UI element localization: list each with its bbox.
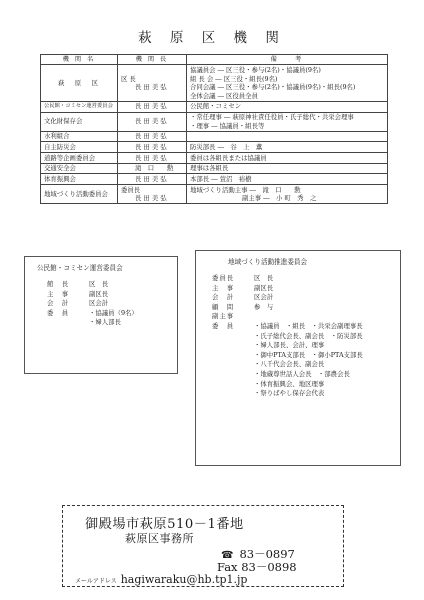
chiiki-committee-box — [195, 250, 401, 466]
page-title: 萩 原 区 機 関 — [138, 30, 286, 46]
phone-icon: ☎ — [221, 550, 234, 561]
row-value — [254, 312, 388, 322]
address-line: 御殿場市萩原510－1番地 — [85, 517, 244, 532]
row-key: 会 計 — [212, 293, 235, 302]
head-line: 委員長 — [121, 185, 141, 194]
head-line: 長 田 美 弘 — [135, 102, 167, 111]
row-key: 主 事 — [212, 283, 235, 292]
member-line: ・婦人部長、会計、理事 — [254, 341, 325, 350]
head-line: 長 田 美 弘 — [135, 194, 167, 203]
row-value: 副区長 — [89, 289, 109, 298]
email-line — [75, 573, 247, 586]
row-key: 委 員 — [47, 308, 70, 317]
table-row — [41, 101, 388, 112]
member-line: ・体育振興会、地区理事 — [254, 379, 325, 388]
header-org-name: 機 関 名 — [41, 55, 118, 65]
org-name: 体育振興会 — [41, 174, 118, 185]
org-notes — [187, 131, 388, 142]
org-head — [118, 185, 187, 204]
org-notes — [187, 153, 388, 164]
org-head — [118, 101, 187, 112]
org-head — [118, 65, 187, 102]
table-row — [41, 153, 388, 164]
fax-number: Fax 83－0898 — [217, 560, 297, 574]
head-line: 長 田 美 弘 — [135, 117, 167, 126]
chiiki-row — [212, 322, 388, 332]
note-line: 合同会議 ― 区三役・参与(2名)・協議員(9名)・組長(9名) — [190, 83, 356, 92]
note-line — [190, 132, 384, 141]
row-value: 区会計 — [89, 299, 109, 308]
row-key: 顧 問 — [212, 302, 235, 311]
row-value: ・協議員（9名） — [89, 308, 138, 317]
note-line: 防災部長 ― 谷 上 薫 — [190, 142, 263, 151]
org-head — [118, 142, 187, 153]
org-name: 公民館・コミセン運営委員会 — [41, 101, 118, 112]
note-line: 理事は各組長 — [190, 164, 229, 173]
header-head: 機 関 長 — [118, 55, 187, 65]
note-line: 協議員会 ― 区三役・参与(2名)・協議員(9名) — [190, 65, 321, 74]
row-key: 委 員 — [212, 321, 235, 330]
chiiki-title: 地域づくり活動推進委員会 — [228, 258, 308, 266]
org-head — [118, 131, 187, 142]
organizations-table — [40, 54, 388, 204]
note-line: ・理事 ― 協議員・組長等 — [190, 121, 265, 130]
note-line: 副主事 ― 小 町 秀 之 — [242, 194, 317, 203]
head-line: 長 田 美 弘 — [135, 132, 167, 141]
email-label: メールアドレス — [75, 578, 117, 585]
table-header-row — [41, 55, 388, 65]
note-line: 全体会議 ― 区役員全員 — [190, 91, 258, 100]
table-row — [41, 142, 388, 153]
table-row — [41, 174, 388, 185]
row-key: 委員長 — [212, 273, 235, 282]
org-head — [118, 163, 187, 174]
org-notes — [187, 185, 388, 204]
member-line: ・八千代会会長、副会長 — [254, 360, 325, 369]
member-line: ・地蔵尊世話人会長 ・部農会長 — [254, 369, 350, 378]
member-line: ・祭りばやし保存会代表 — [254, 389, 325, 398]
office-name: 萩原区事務所 — [125, 532, 194, 545]
head-line: 長 田 美 弘 — [135, 142, 167, 151]
org-name: 交通安全会 — [41, 163, 118, 174]
kominkan-committee-box — [24, 256, 178, 374]
kominkan-row — [47, 299, 165, 309]
org-head — [118, 174, 187, 185]
row-key: 主 事 — [47, 289, 70, 298]
address-box — [62, 505, 344, 587]
org-name: 地域づくり活動委員会 — [41, 185, 118, 204]
head-line: 滝 口 勲 — [135, 164, 174, 173]
chiiki-row — [212, 303, 388, 313]
row-value: 区 長 — [89, 279, 109, 288]
head-line: 長 田 美 弘 — [135, 153, 167, 162]
head-line: 長 田 美 弘 — [135, 174, 167, 183]
org-name: 道路等企画委員会 — [41, 153, 118, 164]
kominkan-row — [47, 290, 165, 300]
row-key: 会 計 — [47, 299, 70, 308]
table-row — [41, 163, 388, 174]
table-row — [41, 65, 388, 102]
row-key: 副主事 — [212, 312, 235, 321]
org-name: 文化財保存会 — [41, 112, 118, 131]
table-row — [41, 131, 388, 142]
chiiki-row — [212, 293, 388, 303]
chiiki-row — [212, 312, 388, 322]
org-name: 自主防災会 — [41, 142, 118, 153]
kominkan-row — [47, 309, 165, 319]
email-address[interactable]: hagiwaraku@hb.tp1.jp — [120, 573, 248, 586]
table-row — [41, 185, 388, 204]
member-line: ・御中PTA支部長 ・御小PTA支部長 — [254, 350, 363, 359]
org-name: 水利組合 — [41, 131, 118, 142]
head-line: 区 長 — [121, 74, 136, 83]
row-value: 参 与 — [254, 302, 274, 311]
org-head — [118, 112, 187, 131]
org-notes — [187, 174, 388, 185]
org-name: 萩 原 区 — [41, 65, 118, 102]
note-line: 委員は各組長または協議員 — [190, 153, 267, 162]
phone-number: 83－0897 — [239, 547, 295, 561]
org-head — [118, 153, 187, 164]
row-value: 副区長 — [254, 283, 274, 292]
kominkan-title: 公民館・コミセン運営委員会 — [37, 264, 123, 272]
org-notes — [187, 163, 388, 174]
row-value: 区 長 — [254, 273, 274, 282]
head-line: 長 田 美 弘 — [135, 83, 167, 92]
kominkan-extra: ・婦人部長 — [89, 318, 121, 327]
note-line: ・常任理事 ― 萩原神社責任役員・氏子総代・共栄会理事 — [190, 113, 354, 122]
note-line: 本部長 ― 萱沼 裕樹 — [190, 174, 252, 183]
member-line: ・氏子総代会長、副会長 ・防災部長 — [254, 331, 363, 340]
kominkan-row — [47, 280, 165, 290]
org-notes — [187, 65, 388, 102]
header-notes: 備 考 — [187, 55, 388, 65]
row-key: 館 長 — [47, 279, 70, 288]
row-value: 区会計 — [254, 293, 274, 302]
note-line: 地域づくり活動主事 ― 滝 口 勲 — [190, 185, 301, 194]
row-value: ・協議員 ・組長 ・共栄会副理事長 — [254, 321, 363, 330]
table-row — [41, 112, 388, 131]
chiiki-row — [212, 274, 388, 284]
org-notes — [187, 142, 388, 153]
org-notes — [187, 112, 388, 131]
org-notes — [187, 101, 388, 112]
note-line: 公民館・コミセン — [190, 102, 242, 111]
chiiki-row — [212, 284, 388, 294]
note-line: 組 長 会 ― 区三役・組長(9名) — [190, 74, 278, 83]
